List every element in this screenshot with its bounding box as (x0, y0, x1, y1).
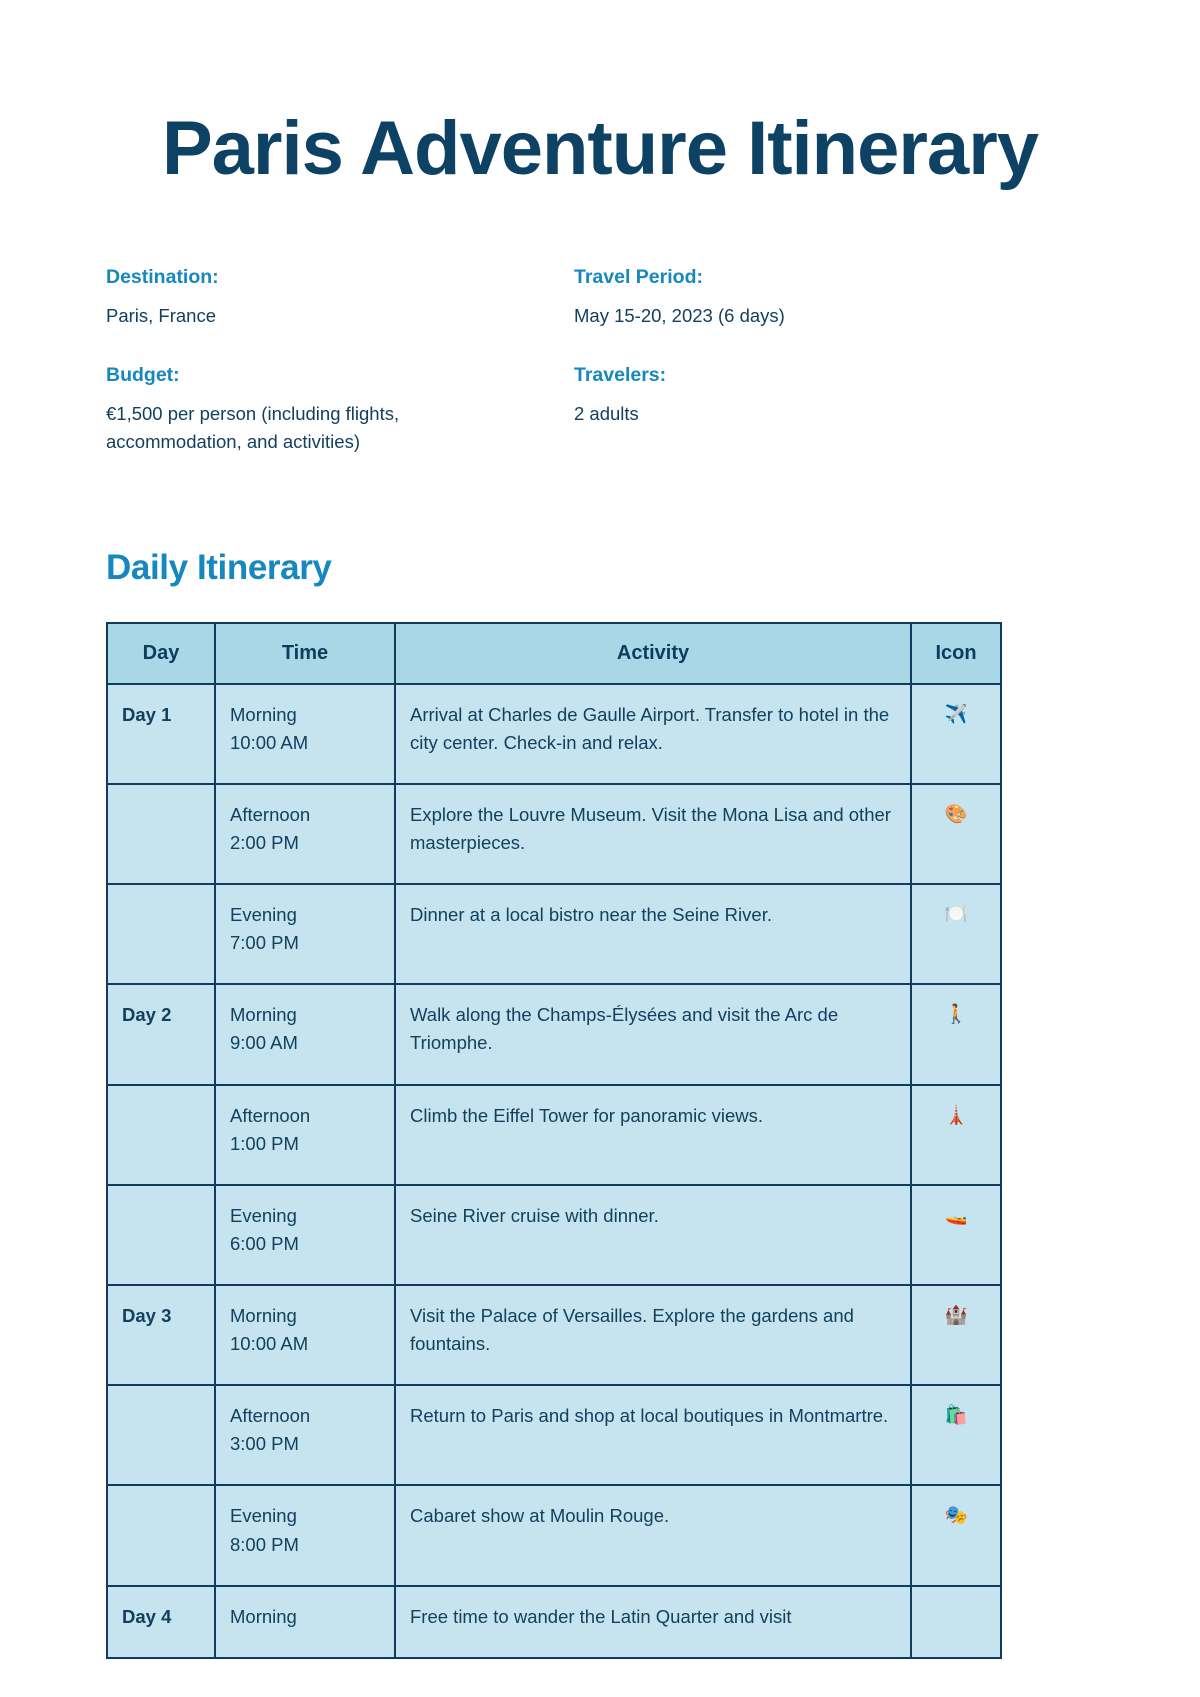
time-clock: 2:00 PM (230, 832, 299, 854)
time-period: Afternoon (230, 1405, 311, 1427)
destination-value: Paris, France (106, 305, 217, 327)
cell-time (215, 784, 395, 884)
cell-day (107, 884, 215, 984)
column-header-day: Day (107, 623, 215, 684)
destination-field (106, 266, 574, 364)
travel-period-label: Travel Period: (574, 265, 703, 288)
cell-time (215, 884, 395, 984)
cell-activity: Explore the Louvre Museum. Visit the Mona Lisa and other masterpieces. (395, 784, 911, 884)
budget-label: Budget: (106, 363, 180, 386)
travel-period-field (574, 266, 1094, 364)
table-row (107, 1586, 1001, 1658)
cell-activity: Walk along the Champs-Élysées and visit the Arc de Triomphe. (395, 984, 911, 1084)
table-row (107, 1285, 1001, 1385)
table-row (107, 984, 1001, 1084)
trip-summary (106, 266, 1094, 490)
castle-icon: 🏰 (911, 1285, 1001, 1385)
time-period: Afternoon (230, 1104, 311, 1126)
time-period: Evening (230, 1505, 297, 1527)
time-clock: 3:00 PM (230, 1433, 299, 1455)
table-row (107, 884, 1001, 984)
page-title: Paris Adventure Itinerary (161, 106, 1039, 191)
cell-time (215, 1085, 395, 1185)
cell-activity: Free time to wander the Latin Quarter and visit (395, 1586, 911, 1658)
cell-time (215, 1385, 395, 1485)
itinerary-table-head (107, 623, 1001, 684)
cell-day (107, 784, 215, 884)
cell-day: Day 4 (107, 1586, 215, 1658)
time-clock: 6:00 PM (230, 1232, 299, 1254)
cell-day (107, 1085, 215, 1185)
time-period: Morning (230, 1004, 297, 1026)
artist-palette-icon: 🎨 (911, 784, 1001, 884)
cell-time (215, 1185, 395, 1285)
cell-time (215, 1285, 395, 1385)
travel-period-value: May 15-20, 2023 (6 days) (574, 305, 785, 327)
cell-day (107, 1185, 215, 1285)
table-row (107, 784, 1001, 884)
time-clock: 10:00 AM (230, 1333, 309, 1355)
person-walking-icon: 🚶 (911, 984, 1001, 1084)
time-clock: 9:00 AM (230, 1032, 298, 1054)
cell-activity: Return to Paris and shop at local boutiques in Montmartre. (395, 1385, 911, 1485)
budget-field (106, 364, 574, 490)
time-clock: 7:00 PM (230, 932, 299, 954)
budget-value: €1,500 per person (including flights, accommodation, and activities) (106, 403, 400, 452)
cell-activity: Cabaret show at Moulin Rouge. (395, 1485, 911, 1585)
travelers-value: 2 adults (574, 403, 639, 425)
table-row (107, 684, 1001, 784)
travelers-label: Travelers: (574, 363, 667, 386)
time-period: Morning (230, 703, 297, 725)
table-row (107, 1085, 1001, 1185)
cell-activity: Arrival at Charles de Gaulle Airport. Transfer to hotel in the city center. Check-in and relax. (395, 684, 911, 784)
table-row (107, 1185, 1001, 1285)
table-header-row (107, 623, 1001, 684)
travelers-field (574, 364, 1094, 490)
cell-day: Day 1 (107, 684, 215, 784)
itinerary-table-body (107, 684, 1001, 1658)
none (911, 1586, 1001, 1658)
cell-day: Day 3 (107, 1285, 215, 1385)
airplane-icon: ✈️ (911, 684, 1001, 784)
time-clock: 1:00 PM (230, 1132, 299, 1154)
cell-activity: Seine River cruise with dinner. (395, 1185, 911, 1285)
column-header-activity: Activity (395, 623, 911, 684)
itinerary-table (106, 622, 1002, 1659)
table-row (107, 1385, 1001, 1485)
tower-icon: 🗼 (911, 1085, 1001, 1185)
fork-and-knife-with-plate-icon: 🍽️ (911, 884, 1001, 984)
time-period: Afternoon (230, 803, 311, 825)
time-period: Morning (230, 1305, 297, 1327)
time-period: Evening (230, 1204, 297, 1226)
column-header-icon: Icon (911, 623, 1001, 684)
cell-activity: Dinner at a local bistro near the Seine River. (395, 884, 911, 984)
performing-arts-icon: 🎭 (911, 1485, 1001, 1585)
cell-activity: Visit the Palace of Versailles. Explore the gardens and fountains. (395, 1285, 911, 1385)
cell-time (215, 684, 395, 784)
time-period: Morning (230, 1605, 297, 1627)
column-header-time: Time (215, 623, 395, 684)
cell-day: Day 2 (107, 984, 215, 1084)
time-period: Evening (230, 904, 297, 926)
time-clock: 10:00 AM (230, 731, 309, 753)
cell-time (215, 984, 395, 1084)
destination-label: Destination: (106, 265, 219, 288)
cell-day (107, 1385, 215, 1485)
time-clock: 8:00 PM (230, 1533, 299, 1555)
cell-time (215, 1485, 395, 1585)
table-row (107, 1485, 1001, 1585)
speedboat-icon: 🚤 (911, 1185, 1001, 1285)
shopping-bags-icon: 🛍️ (911, 1385, 1001, 1485)
daily-itinerary-heading: Daily Itinerary (106, 547, 332, 587)
cell-time (215, 1586, 395, 1658)
cell-day (107, 1485, 215, 1585)
cell-activity: Climb the Eiffel Tower for panoramic views. (395, 1085, 911, 1185)
